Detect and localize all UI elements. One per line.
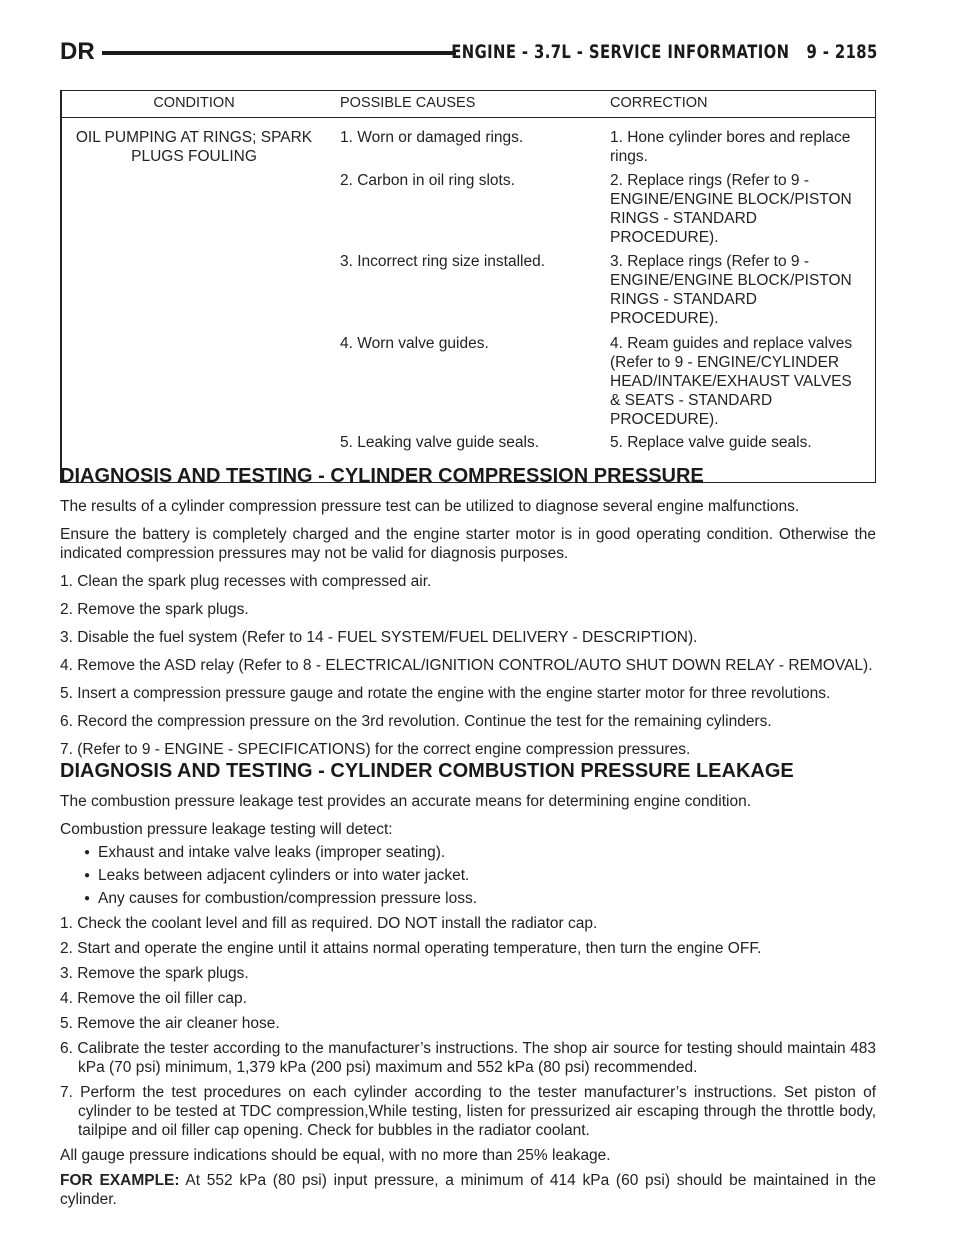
list-item: 7. (Refer to 9 - ENGINE - SPECIFICATIONS) for the correct engine compression pressures. xyxy=(60,741,691,758)
paragraph: Combustion pressure leakage testing will detect: xyxy=(60,821,393,838)
section-heading: DIAGNOSIS AND TESTING - CYLINDER COMBUSTION PRESSURE LEAKAGE xyxy=(60,760,794,782)
col-header-correction: CORRECTION xyxy=(610,95,708,111)
bullet-item: ● Any causes for combustion/compression pressure loss. xyxy=(60,889,876,908)
list-item: 3. Remove the spark plugs. xyxy=(60,965,249,982)
list-item: 7. Perform the test procedures on each cylinder according to the tester manufacturer’s instructions. Set piston of cylinder to be tested at TDC compression,While testing, listen for pressurized air escaping through the throttle body, tailpipe and oil filler cap opening. Check for bubbles in the radiator coolant. xyxy=(60,1084,876,1139)
col-header-causes: POSSIBLE CAUSES xyxy=(340,95,476,111)
example-paragraph xyxy=(60,1171,876,1209)
header-rule xyxy=(102,51,456,55)
list-item: 4. Remove the oil filler cap. xyxy=(60,990,247,1007)
paragraph: The combustion pressure leakage test provides an accurate means for determining engine condition. xyxy=(60,793,752,810)
example-text: At 552 kPa (80 psi) input pressure, a minimum of 414 kPa (60 psi) should be maintained in the cylinder. xyxy=(60,1172,876,1208)
paragraph: All gauge pressure indications should be equal, with no more than 25% leakage. xyxy=(60,1147,611,1164)
list-item: 2. Start and operate the engine until it attains normal operating temperature, then turn the engine OFF. xyxy=(60,940,762,957)
bullet-item: ● Leaks between adjacent cylinders or into water jacket. xyxy=(60,866,876,885)
diagnosis-table xyxy=(60,90,876,483)
list-item: 4. Remove the ASD relay (Refer to 8 - ELECTRICAL/IGNITION CONTROL/AUTO SHUT DOWN RELAY - REMOVAL). xyxy=(60,657,873,674)
list-item: 5. Insert a compression pressure gauge and rotate the engine with the engine starter motor for three revolutions. xyxy=(60,685,831,702)
table-row: 2. Carbon in oil ring slots. xyxy=(340,172,515,189)
table-row-correction: 1. Hone cylinder bores and replace rings. xyxy=(610,129,851,165)
paragraph: The results of a cylinder compression pressure test can be utilized to diagnose several engine malfunctions. xyxy=(60,498,800,515)
list-item: 6. Record the compression pressure on the 3rd revolution. Continue the test for the remaining cylinders. xyxy=(60,713,772,730)
section-title xyxy=(452,41,878,63)
list-item: 2. Remove the spark plugs. xyxy=(60,601,249,618)
example-label: FOR EXAMPLE: xyxy=(60,1172,180,1189)
list-item: 1. Check the coolant level and fill as required. DO NOT install the radiator cap. xyxy=(60,915,598,932)
table-body xyxy=(60,118,876,482)
table-row-correction: 4. Ream guides and replace valves (Refer to 9 - ENGINE/CYLINDER HEAD/INTAKE/EXHAUST VALVES & SEATS - STANDARD PROCEDURE). xyxy=(610,335,853,428)
list-item: 5. Remove the air cleaner hose. xyxy=(60,1015,280,1032)
section-heading: DIAGNOSIS AND TESTING - CYLINDER COMPRESSION PRESSURE xyxy=(60,465,704,487)
table-row: 4. Worn valve guides. xyxy=(340,335,489,352)
table-header-row xyxy=(60,91,876,118)
bullet-item: ● Exhaust and intake valve leaks (improper seating). xyxy=(60,843,876,862)
col-header-condition: CONDITION xyxy=(153,95,235,111)
table-row-correction: 2. Replace rings (Refer to 9 - ENGINE/ENGINE BLOCK/PISTON RINGS - STANDARD PROCEDURE). xyxy=(610,172,852,246)
table-row-correction: 3. Replace rings (Refer to 9 - ENGINE/ENGINE BLOCK/PISTON RINGS - STANDARD PROCEDURE). xyxy=(610,253,852,327)
page-number: 9 - 2185 xyxy=(806,41,878,63)
list-item: 6. Calibrate the tester according to the manufacturer’s instructions. The shop air source for testing should maintain 483 kPa (70 psi) minimum, 1,379 kPa (200 psi) maximum and 552 kPa (80 psi) recommended. xyxy=(60,1040,876,1076)
table-row: 5. Leaking valve guide seals. xyxy=(340,434,540,451)
model-code: DR xyxy=(60,38,95,65)
paragraph: Ensure the battery is completely charged and the engine starter motor is in good operating condition. Otherwise the indicated compression pressures may not be valid for diagnosis purposes. xyxy=(60,526,876,562)
condition-cell: OIL PUMPING AT RINGS; SPARK PLUGS FOULING xyxy=(75,129,313,165)
list-item: 3. Disable the fuel system (Refer to 14 - FUEL SYSTEM/FUEL DELIVERY - DESCRIPTION). xyxy=(60,629,698,646)
section-compression xyxy=(60,465,876,759)
table-row: 1. Worn or damaged rings. xyxy=(340,129,524,146)
section-leakage xyxy=(60,760,876,1209)
section-name: ENGINE - 3.7L - SERVICE INFORMATION xyxy=(451,41,790,63)
list-item: 1. Clean the spark plug recesses with compressed air. xyxy=(60,573,432,590)
page-header xyxy=(60,38,878,68)
table-row-correction: 5. Replace valve guide seals. xyxy=(610,434,812,451)
table-row: 3. Incorrect ring size installed. xyxy=(340,253,546,270)
